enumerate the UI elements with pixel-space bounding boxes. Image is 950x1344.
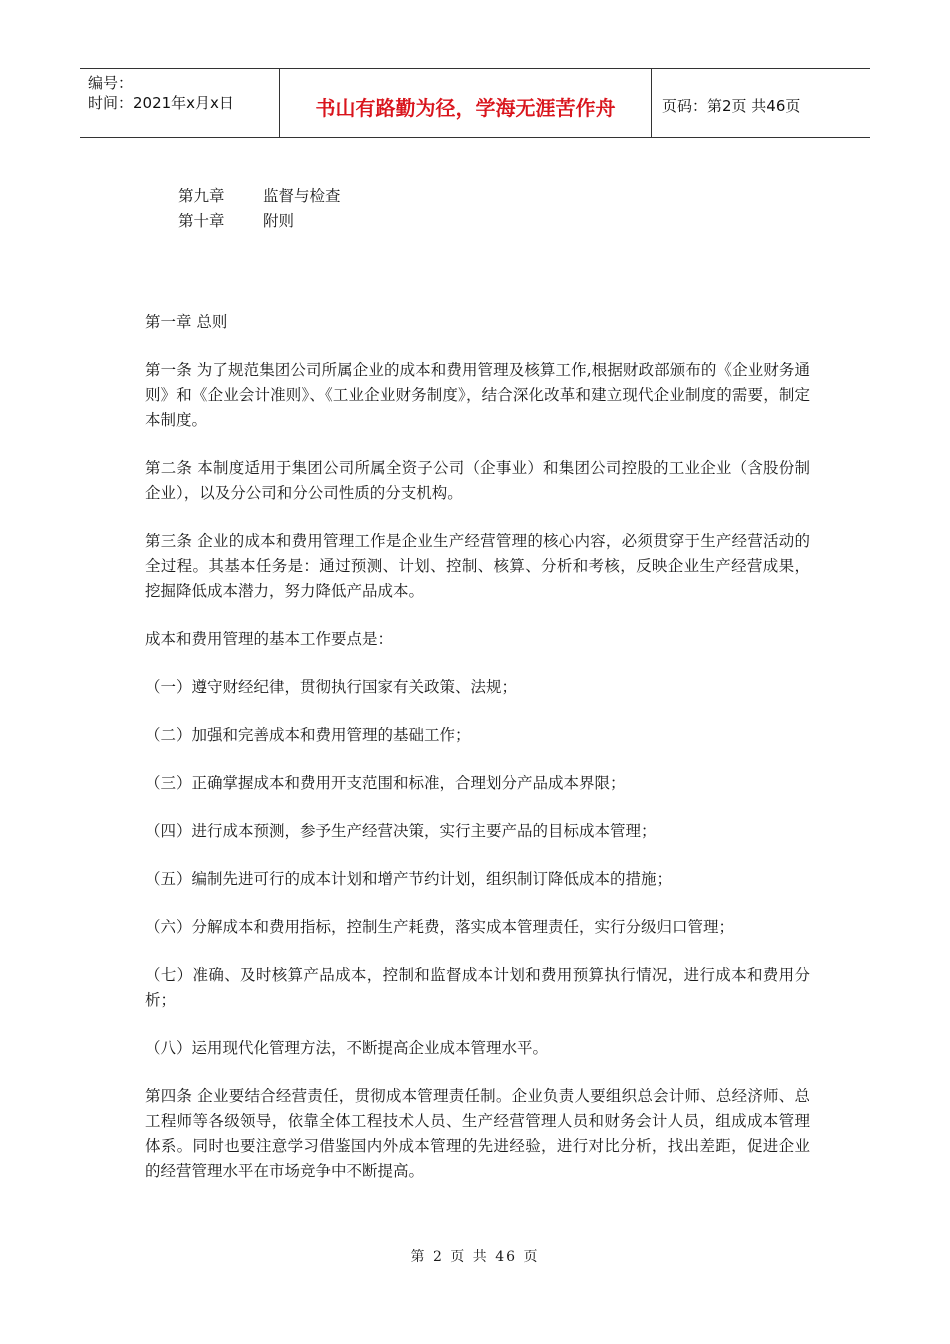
toc-chapter-number: 第十章 xyxy=(178,212,225,230)
page-header xyxy=(80,68,870,138)
document-body xyxy=(145,310,810,1184)
list-item: （六）分解成本和费用指标，控制生产耗费，落实成本管理责任，实行分级归口管理； xyxy=(145,918,735,936)
table-of-contents xyxy=(178,184,341,234)
header-page-info: 页码：第2页 共46页 xyxy=(662,96,801,115)
list-item: （二）加强和完善成本和费用管理的基础工作； xyxy=(145,726,471,744)
toc-chapter-number: 第九章 xyxy=(178,187,225,205)
page-footer: 第 2 页 共 46 页 xyxy=(410,1249,540,1265)
serial-label: 编号： xyxy=(88,74,134,92)
article-paragraph: 第一条 为了规范集团公司所属企业的成本和费用管理及核算工作,根据财政部颁布的《企业财务通则》和《企业会计准则》、《工业企业财务制度》，结合深化改革和建立现代企业制度的需要，制定本制度。 xyxy=(145,361,810,429)
toc-item xyxy=(178,184,341,209)
list-item: （三）正确掌握成本和费用开支范围和标准，合理划分产品成本界限； xyxy=(145,774,626,792)
list-item: （一）遵守财经纪律，贯彻执行国家有关政策、法规； xyxy=(145,678,518,696)
list-item: （七）准确、及时核算产品成本，控制和监督成本计划和费用预算执行情况，进行成本和费用分析； xyxy=(145,966,810,1009)
chapter-title: 第一章 总则 xyxy=(145,313,228,331)
article-paragraph: 第三条 企业的成本和费用管理工作是企业生产经营管理的核心内容，必须贯穿于生产经营活动的全过程。其基本任务是：通过预测、计划、控制、核算、分析和考核，反映企业生产经营成果，挖掘降低成本潜力，努力降低产品成本。 xyxy=(145,532,810,600)
header-info-cell xyxy=(80,69,280,137)
list-item: （八）运用现代化管理方法，不断提高企业成本管理水平。 xyxy=(145,1039,549,1057)
list-item: （五）编制先进可行的成本计划和增产节约计划，组织制订降低成本的措施； xyxy=(145,870,673,888)
toc-item xyxy=(178,209,341,234)
article-paragraph: 第四条 企业要结合经营责任，贯彻成本管理责任制。企业负责人要组织总会计师、总经济师、总工程师等各级领导，依靠全体工程技术人员、生产经营管理人员和财务会计人员，组成成本管理体系。同时也要注意学习借鉴国内外成本管理的先进经验，进行对比分析，找出差距，促进企业的经营管理水平在市场竞争中不断提高。 xyxy=(145,1087,810,1180)
article-paragraph: 第二条 本制度适用于集团公司所属全资子公司（企事业）和集团公司控股的工业企业（含股份制企业），以及分公司和分公司性质的分支机构。 xyxy=(145,459,810,502)
list-intro: 成本和费用管理的基本工作要点是： xyxy=(145,630,394,648)
header-motto: 书山有路勤为径，学海无涯苦作舟 xyxy=(280,69,652,137)
toc-chapter-title: 监督与检查 xyxy=(263,187,341,205)
list-item: （四）进行成本预测，参予生产经营决策，实行主要产品的目标成本管理； xyxy=(145,822,657,840)
time-label: 时间：2021年x月x日 xyxy=(88,94,234,112)
toc-chapter-title: 附则 xyxy=(263,212,295,230)
